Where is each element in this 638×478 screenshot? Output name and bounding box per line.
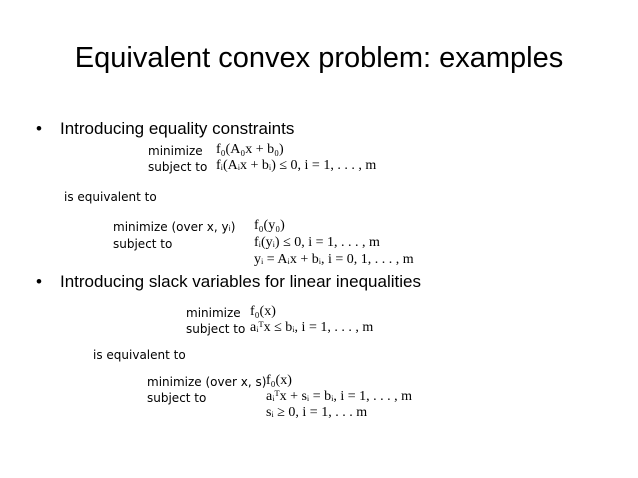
ex2-transformed-constraint-2: sᵢ ≥ 0, i = 1, . . . m: [266, 405, 368, 420]
ex2-transformed-minimize-label: minimize (over x, s): [147, 375, 267, 389]
ex2-original-objective: f₀(x): [250, 304, 276, 319]
ex1-original-subject-label: subject to: [148, 160, 208, 174]
ex1-original-minimize-label: minimize: [148, 144, 203, 158]
ex1-transformed-constraint-2: yᵢ = Aᵢx + bᵢ, i = 0, 1, . . . , m: [254, 252, 414, 267]
bullet-slack-variables: [36, 271, 421, 293]
ex1-transformed-minimize-label: minimize (over x, yᵢ): [113, 220, 236, 234]
ex2-original-constraint: aᵢᵀx ≤ bᵢ, i = 1, . . . , m: [250, 320, 374, 335]
ex2-transformed-subject-label: subject to: [147, 391, 207, 405]
ex1-transformed-objective: f₀(y₀): [254, 218, 285, 233]
ex1-equivalent-label: is equivalent to: [64, 190, 157, 204]
ex1-original-constraint: fᵢ(Aᵢx + bᵢ) ≤ 0, i = 1, . . . , m: [216, 158, 377, 173]
ex2-equivalent-label: is equivalent to: [93, 348, 186, 362]
slide-title: Equivalent convex problem: examples: [74, 42, 564, 74]
ex1-transformed-constraint-1: fᵢ(yᵢ) ≤ 0, i = 1, . . . , m: [254, 235, 380, 250]
ex1-transformed-subject-label: subject to: [113, 237, 173, 251]
bullet-text: Introducing equality constraints: [60, 119, 295, 138]
bullet-equality-constraints: [36, 118, 294, 140]
bullet-dot-icon: •: [36, 119, 42, 138]
ex2-transformed-constraint-1: aᵢᵀx + sᵢ = bᵢ, i = 1, . . . , m: [266, 389, 413, 404]
ex2-original-minimize-label: minimize: [186, 306, 241, 320]
ex2-transformed-objective: f₀(x): [266, 373, 292, 388]
bullet-dot-icon: •: [36, 272, 42, 291]
ex1-original-objective: f₀(A₀x + b₀): [216, 142, 284, 157]
ex2-original-subject-label: subject to: [186, 322, 246, 336]
bullet-text: Introducing slack variables for linear inequalities: [60, 272, 421, 291]
